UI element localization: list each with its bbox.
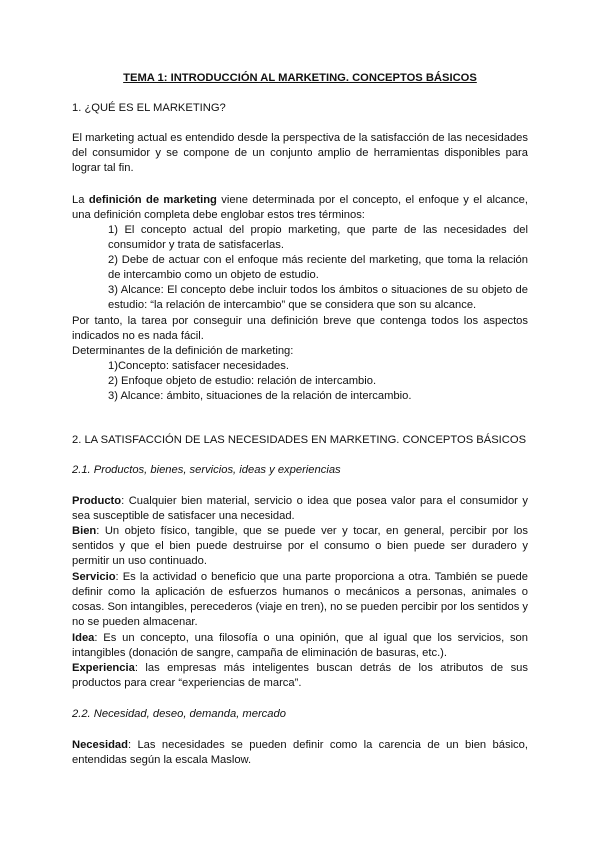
term-producto: Producto bbox=[72, 495, 122, 507]
definition-idea bbox=[72, 631, 528, 661]
intro-paragraph: El marketing actual es entendido desde la perspectiva de la satisfacción de las necesidades del consumidor y se compone de un conjunto amplio de herramientas disponibles para lograr tal fin. bbox=[72, 132, 528, 174]
page-title: TEMA 1: INTRODUCCIÓN AL MARKETING. CONCEPTOS BÁSICOS bbox=[123, 72, 477, 84]
text-idea: : Es un concepto, una filosofía o una opinión, que al igual que los servicios, son intangibles (donación de sangre, campaña de eliminación de basuras, etc.). bbox=[72, 632, 528, 659]
subsection-2-1-heading: 2.1. Productos, bienes, servicios, ideas y experiencias bbox=[72, 464, 341, 476]
determinant-item-1: 1)Concepto: satisfacer necesidades. bbox=[108, 360, 289, 372]
definition-item-1: 1) El concepto actual del propio marketing, que parte de las necesidades del consumidor y trata de satisfacerlas. bbox=[108, 224, 528, 251]
term-idea: Idea bbox=[72, 632, 95, 644]
definition-item-2: 2) Debe de actuar con el enfoque más reciente del marketing, que toma la relación de intercambio como un objeto de estudio. bbox=[108, 254, 528, 281]
definition-post: viene determinada por el concepto, el enfoque y el alcance, una definición completa debe englobar estos tres términos: bbox=[72, 194, 528, 221]
definition-pre: La bbox=[72, 194, 89, 206]
section-2-heading: 2. LA SATISFACCIÓN DE LAS NECESIDADES EN MARKETING. CONCEPTOS BÁSICOS bbox=[72, 434, 527, 446]
text-producto: : Cualquier bien material, servicio o idea que posea valor para el consumidor y sea susceptible de satisfacer una necesidad. bbox=[72, 495, 528, 522]
determinant-item-3: 3) Alcance: ámbito, situaciones de la relación de intercambio. bbox=[108, 390, 412, 402]
definition-bien bbox=[72, 524, 528, 569]
definition-experiencia bbox=[72, 661, 528, 691]
term-bien: Bien bbox=[72, 525, 97, 537]
term-servicio: Servicio bbox=[72, 571, 116, 583]
term-necesidad: Necesidad bbox=[72, 739, 128, 751]
term-experiencia: Experiencia bbox=[72, 662, 135, 674]
definition-servicio bbox=[72, 570, 528, 630]
subsection-2-2-heading: 2.2. Necesidad, deseo, demanda, mercado bbox=[72, 708, 286, 720]
definition-term: definición de marketing bbox=[88, 194, 217, 206]
definition-paragraph bbox=[72, 193, 528, 223]
text-servicio: : Es la actividad o beneficio que una parte proporciona a otra. También se puede definir como la aplicación de esfuerzos humanos o mecánicos a personas, animales o cosas. Son intangibles, perecederos (viaje en tren), no se pueden percibir por los sentidos y no se pueden almacenar. bbox=[72, 571, 528, 628]
text-necesidad: : Las necesidades se pueden definir como la carencia de un bien básico, entendidas según la escala Maslow. bbox=[72, 739, 528, 766]
definition-producto bbox=[72, 494, 528, 524]
determinant-item-2: 2) Enfoque objeto de estudio: relación de intercambio. bbox=[108, 375, 377, 387]
conclusion-paragraph: Por tanto, la tarea por conseguir una definición breve que contenga todos los aspectos indicados no es nada fácil. bbox=[72, 315, 528, 342]
determinants-title: Determinantes de la definición de marketing: bbox=[72, 345, 294, 357]
definition-item-3: 3) Alcance: El concepto debe incluir todos los ámbitos o situaciones de su objeto de estudio: “la relación de intercambio” que se considera que son su alcance. bbox=[108, 284, 528, 311]
text-bien: : Un objeto físico, tangible, que se puede ver y tocar, en general, percibir por los sentidos y que el bien puede destruirse por el consumo o bien puede ser duradero y permitir un uso continuado. bbox=[72, 525, 528, 567]
section-1-heading: 1. ¿QUÉ ES EL MARKETING? bbox=[72, 102, 226, 114]
text-experiencia: : las empresas más inteligentes buscan detrás de los atributos de sus productos para crear “experiencias de marca”. bbox=[72, 662, 528, 689]
definition-necesidad bbox=[72, 738, 528, 768]
